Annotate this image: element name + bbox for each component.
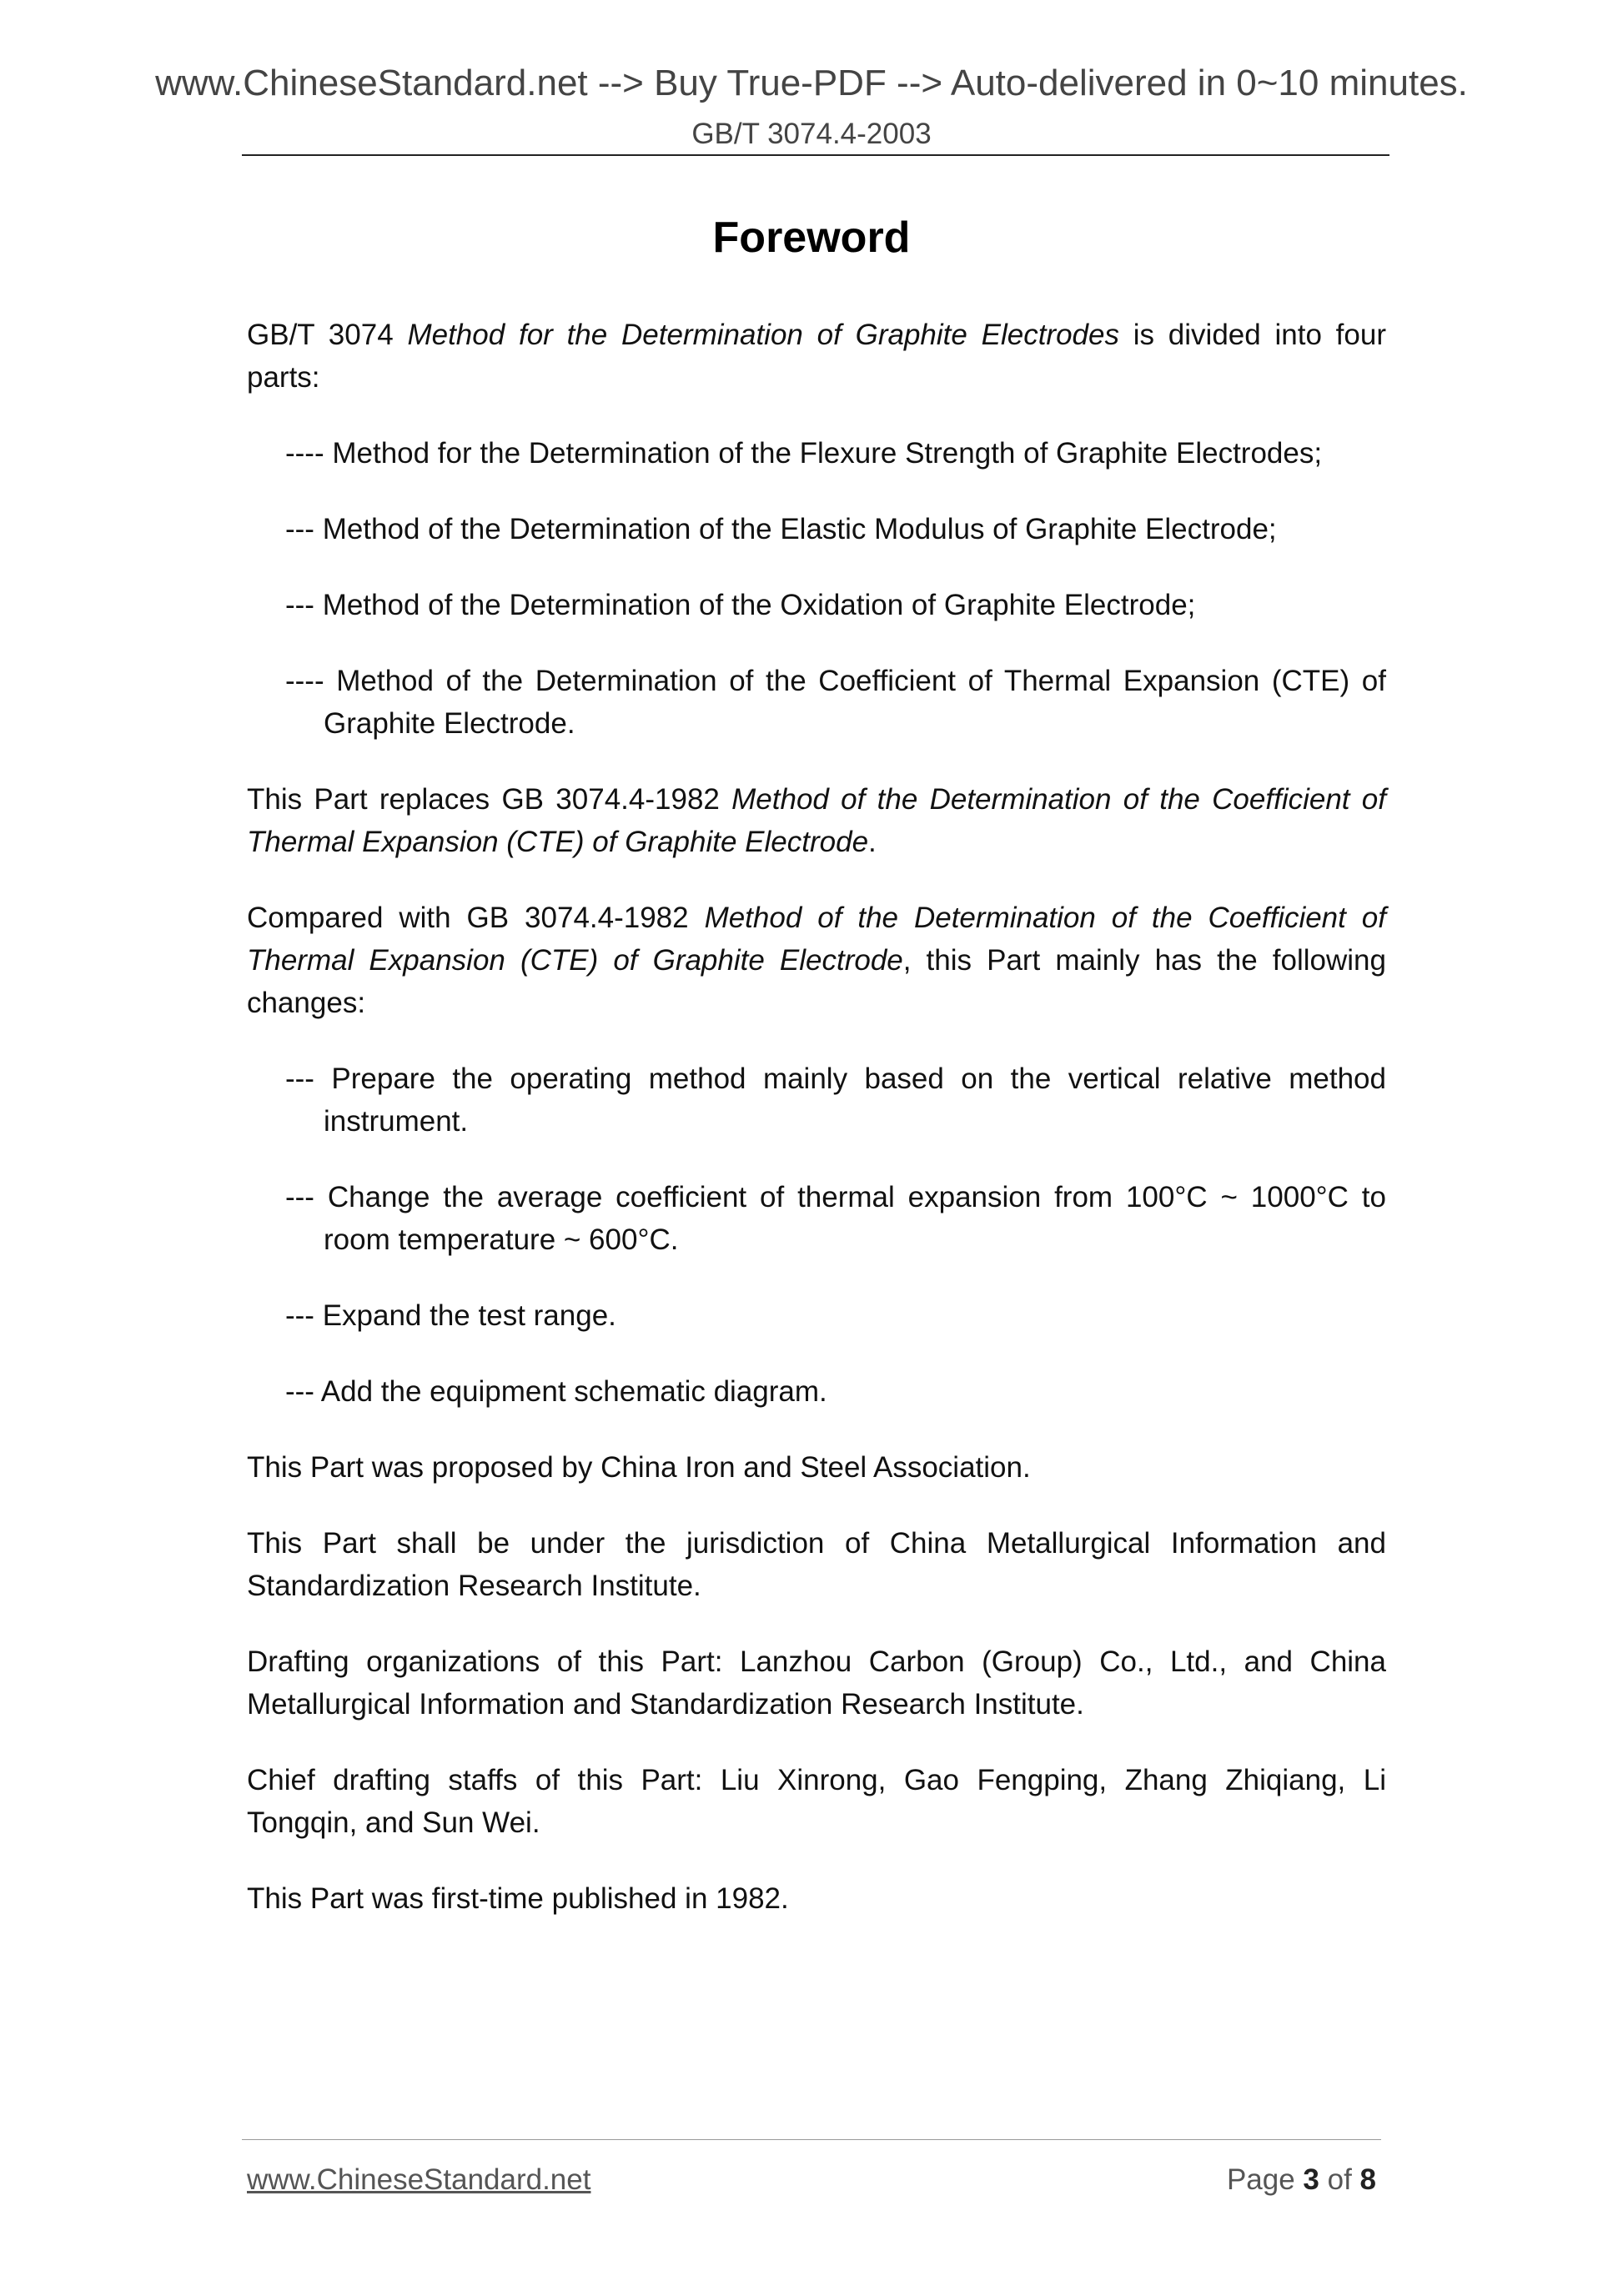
first-published-paragraph: This Part was first-time published in 1982.	[247, 1882, 789, 1915]
compared-text: Compared with GB 3074.4-1982	[247, 902, 705, 934]
intro-standard-title: Method for the Determination of Graphite Electrodes	[407, 319, 1119, 351]
jurisdiction-paragraph: This Part shall be under the jurisdiction of China Metallurgical Information and Standardization Research Institute.	[247, 1527, 1386, 1602]
replaces-text: This Part replaces GB 3074.4-1982	[247, 783, 732, 816]
footer-site-link[interactable]: www.ChineseStandard.net	[247, 2163, 591, 2196]
parts-list-item: ---- Method of the Determination of the Coefficient of Thermal Expansion (CTE) of Graphite Electrode.	[285, 665, 1386, 740]
compared-standard-title: Method of the Determination of the Coefficient of Thermal Expansion (CTE) of Graphite Electrode	[247, 902, 1387, 977]
changes-list-item: --- Expand the test range.	[285, 1299, 616, 1332]
proposed-paragraph: This Part was proposed by China Iron and Steel Association.	[247, 1451, 1031, 1484]
replaces-standard-title: Method of the Determination of the Coefficient of Thermal Expansion (CTE) of Graphite Electrode	[247, 783, 1386, 858]
parts-list-item: --- Method of the Determination of the Elastic Modulus of Graphite Electrode;	[285, 513, 1277, 545]
footer-divider	[242, 2139, 1381, 2140]
drafting-organizations-paragraph: Drafting organizations of this Part: Lanzhou Carbon (Group) Co., Ltd., and China Metallurgical Information and Standardization Research Institute.	[247, 1645, 1386, 1721]
site-banner: www.ChineseStandard.net --> Buy True-PDF --> Auto-delivered in 0~10 minutes.	[155, 63, 1468, 103]
document-number: GB/T 3074.4-2003	[691, 118, 932, 150]
foreword-body	[247, 314, 1386, 1953]
replaces-paragraph	[247, 778, 1386, 863]
intro-text-end: is divided into four parts:	[247, 319, 1386, 394]
intro-paragraph	[247, 314, 1386, 399]
parts-list-item: ---- Method for the Determination of the Flexure Strength of Graphite Electrodes;	[285, 437, 1323, 470]
parts-list-item: --- Method of the Determination of the Oxidation of Graphite Electrode;	[285, 589, 1196, 621]
page-label: Page	[1226, 2163, 1304, 2196]
page-of-label: of	[1319, 2163, 1360, 2196]
page-title: Foreword	[712, 214, 911, 262]
changes-list-item: --- Change the average coefficient of thermal expansion from 100°C ~ 1000°C to room temperature ~ 600°C.	[285, 1181, 1386, 1256]
drafting-staff-paragraph: Chief drafting staffs of this Part: Liu Xinrong, Gao Fengping, Zhang Zhiqiang, Li Tongqin, and Sun Wei.	[247, 1764, 1386, 1839]
header-divider	[242, 154, 1389, 156]
changes-list-item: --- Prepare the operating method mainly based on the vertical relative method instrument.	[285, 1063, 1386, 1138]
compared-paragraph	[247, 897, 1386, 1024]
total-page-number: 8	[1359, 2163, 1376, 2196]
compared-text-end: , this Part mainly has the following changes:	[247, 944, 1386, 1019]
replaces-text-end: .	[868, 826, 877, 858]
intro-text: GB/T 3074	[247, 319, 408, 351]
changes-list-item: --- Add the equipment schematic diagram.	[285, 1375, 827, 1408]
page-indicator	[1227, 2163, 1376, 2198]
current-page-number: 3	[1303, 2163, 1319, 2196]
